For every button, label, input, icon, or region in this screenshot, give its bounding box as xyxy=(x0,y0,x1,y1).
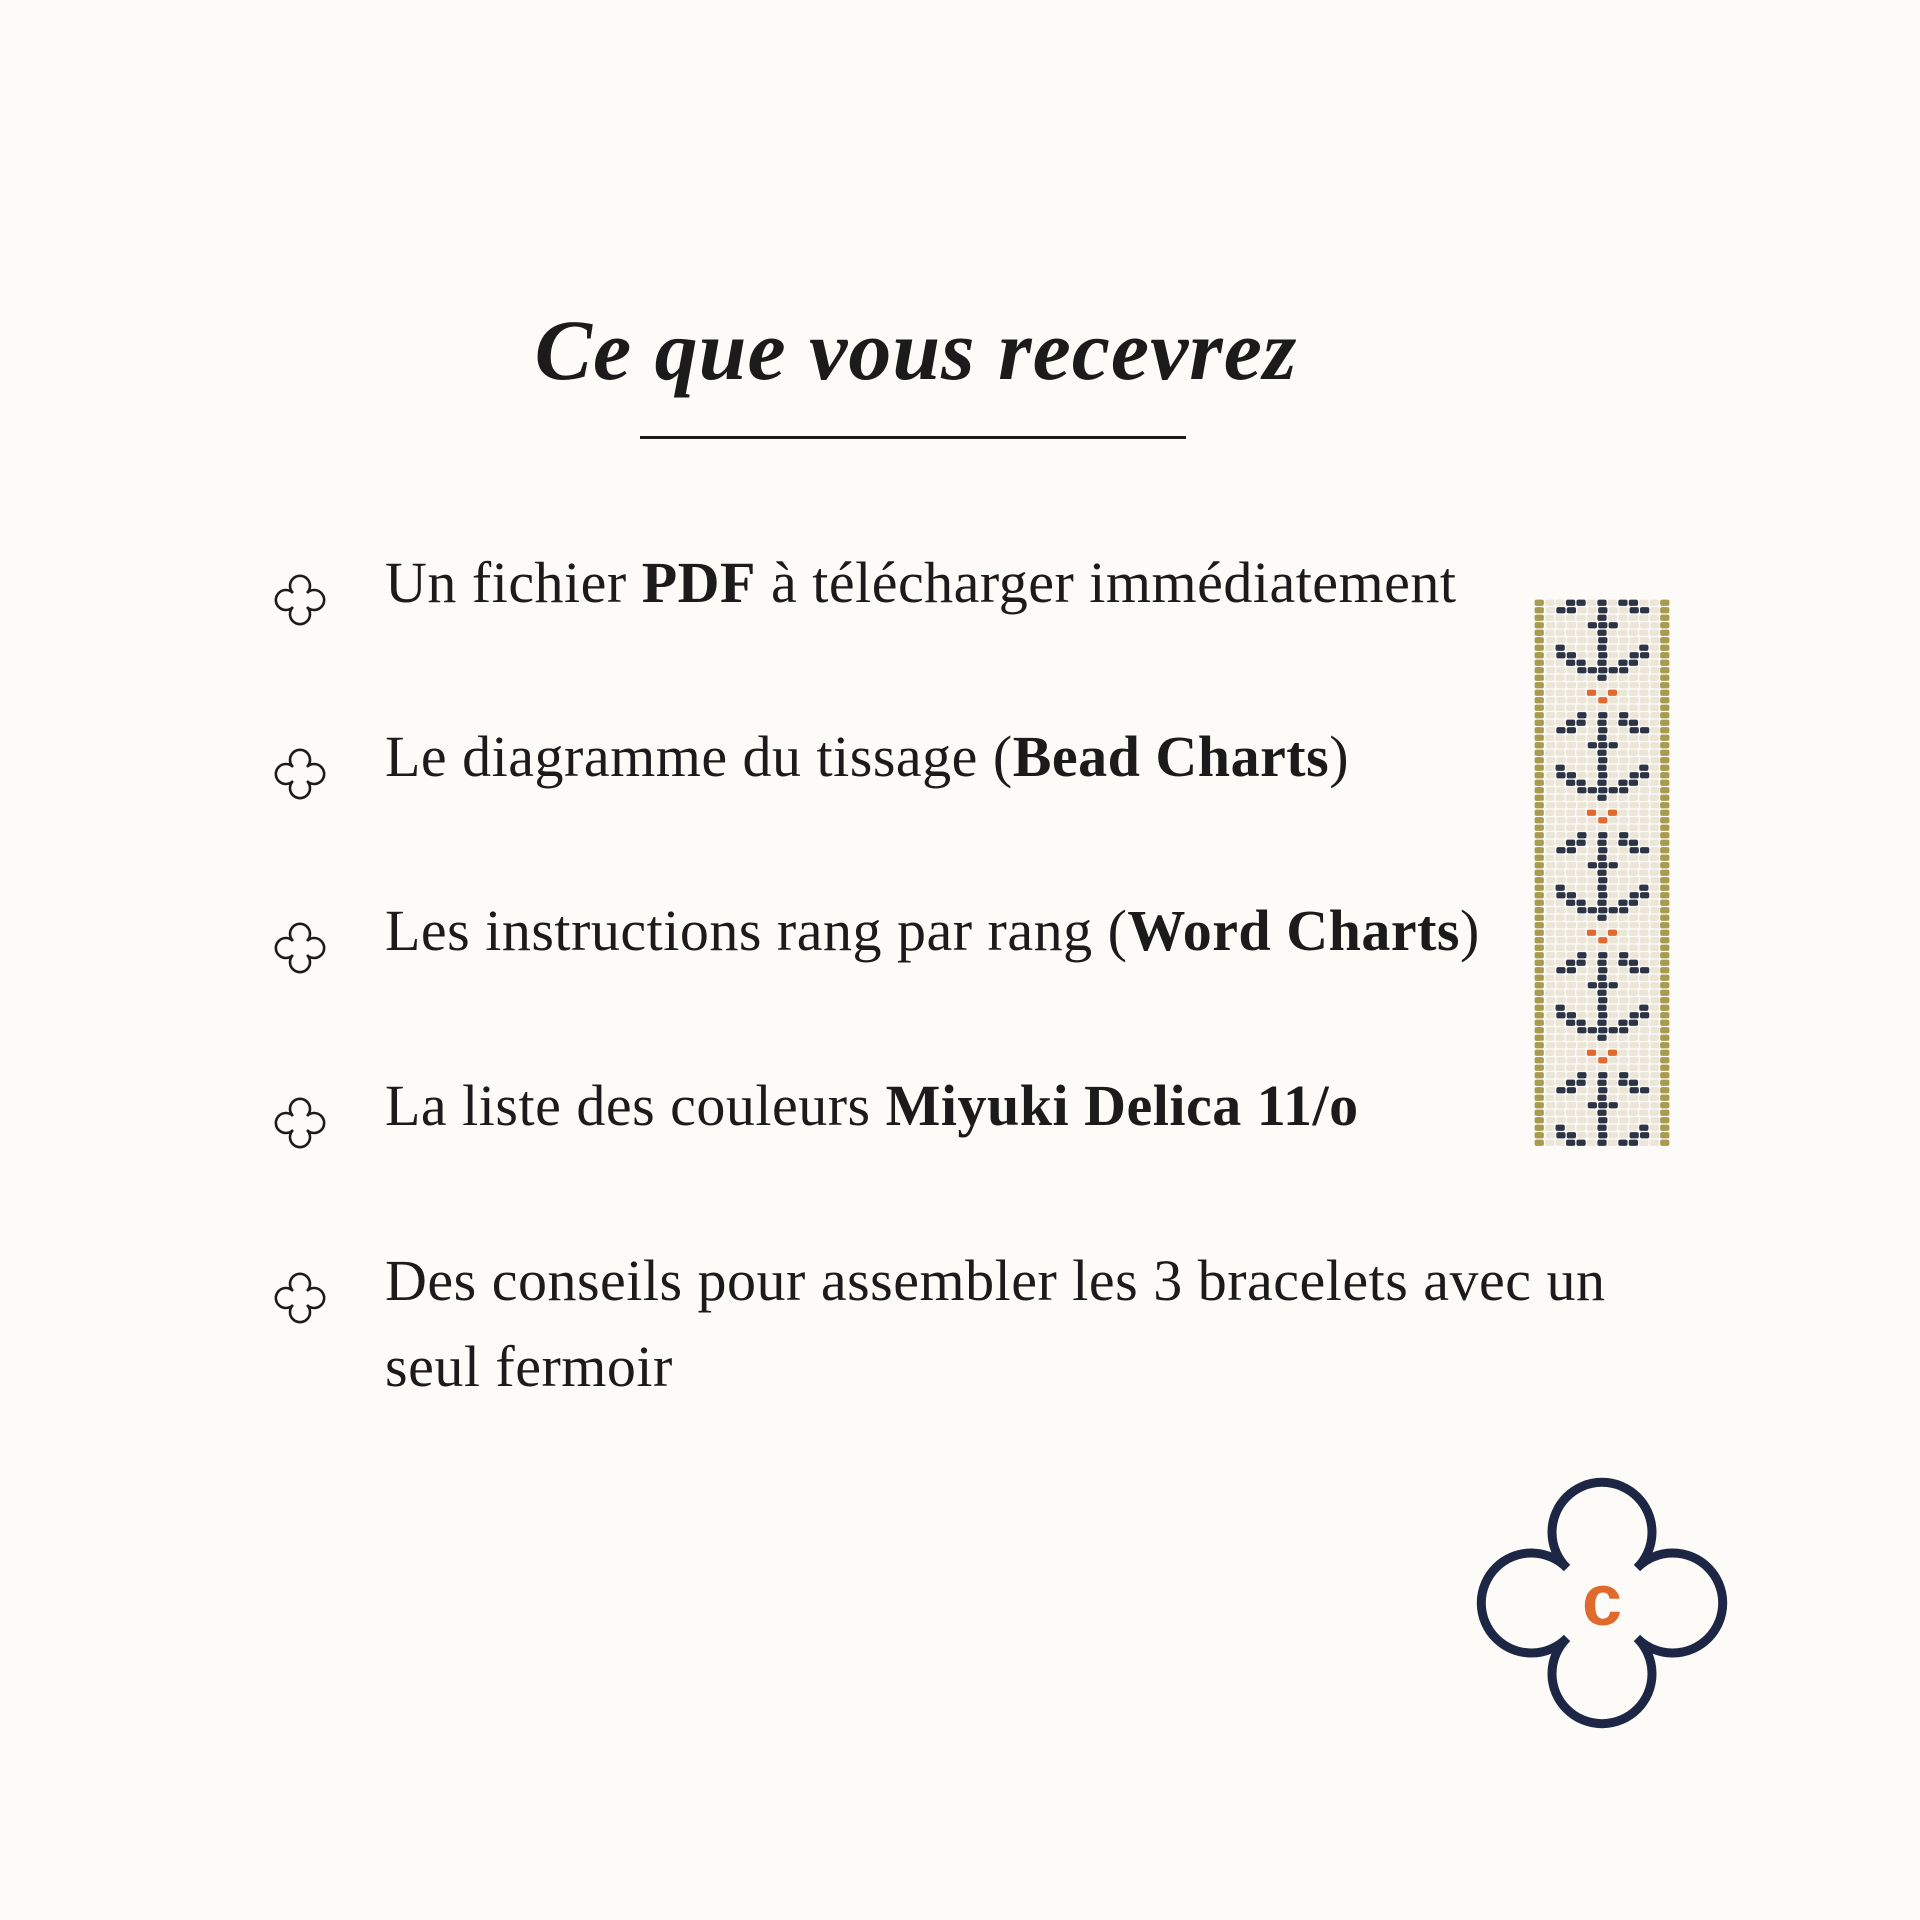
list-item-text xyxy=(385,714,1625,800)
list-item-text xyxy=(385,1238,1625,1410)
text-segment: La liste des couleurs xyxy=(385,1073,886,1138)
quatrefoil-logo-icon xyxy=(1474,1475,1730,1731)
text-segment: ) xyxy=(1459,898,1480,963)
quatrefoil-bullet-icon xyxy=(268,1091,332,1155)
text-segment: Des conseils pour assembler les 3 bracelets avec un seul fermoir xyxy=(385,1248,1606,1399)
quatrefoil-bullet-icon xyxy=(268,1266,332,1330)
bold-text: Word Charts xyxy=(1127,898,1460,963)
bold-text: Bead Charts xyxy=(1012,724,1330,789)
text-segment: ) xyxy=(1329,724,1350,789)
bead-bracelet-pattern-image xyxy=(1534,599,1670,1149)
text-segment: Un fichier xyxy=(385,550,642,615)
logo-letter: c xyxy=(1581,1561,1623,1641)
bold-text: Miyuki Delica 11/o xyxy=(885,1073,1359,1138)
list-item-text xyxy=(385,1063,1625,1149)
text-segment: Le diagramme du tissage ( xyxy=(385,724,1013,789)
list-item-text xyxy=(385,540,1625,626)
title-underline xyxy=(640,436,1186,439)
quatrefoil-bullet-icon xyxy=(268,742,332,806)
list-item-text xyxy=(385,888,1625,974)
text-segment: Les instructions rang par rang ( xyxy=(385,898,1128,963)
bead-grid xyxy=(1535,600,1670,1146)
text-segment: à télécharger immédiatement xyxy=(755,550,1457,615)
quatrefoil-bullet-icon xyxy=(268,916,332,980)
quatrefoil-bullet-icon xyxy=(268,568,332,632)
page-title: Ce que vous recevrez xyxy=(534,302,1298,398)
bold-text: PDF xyxy=(641,550,756,615)
